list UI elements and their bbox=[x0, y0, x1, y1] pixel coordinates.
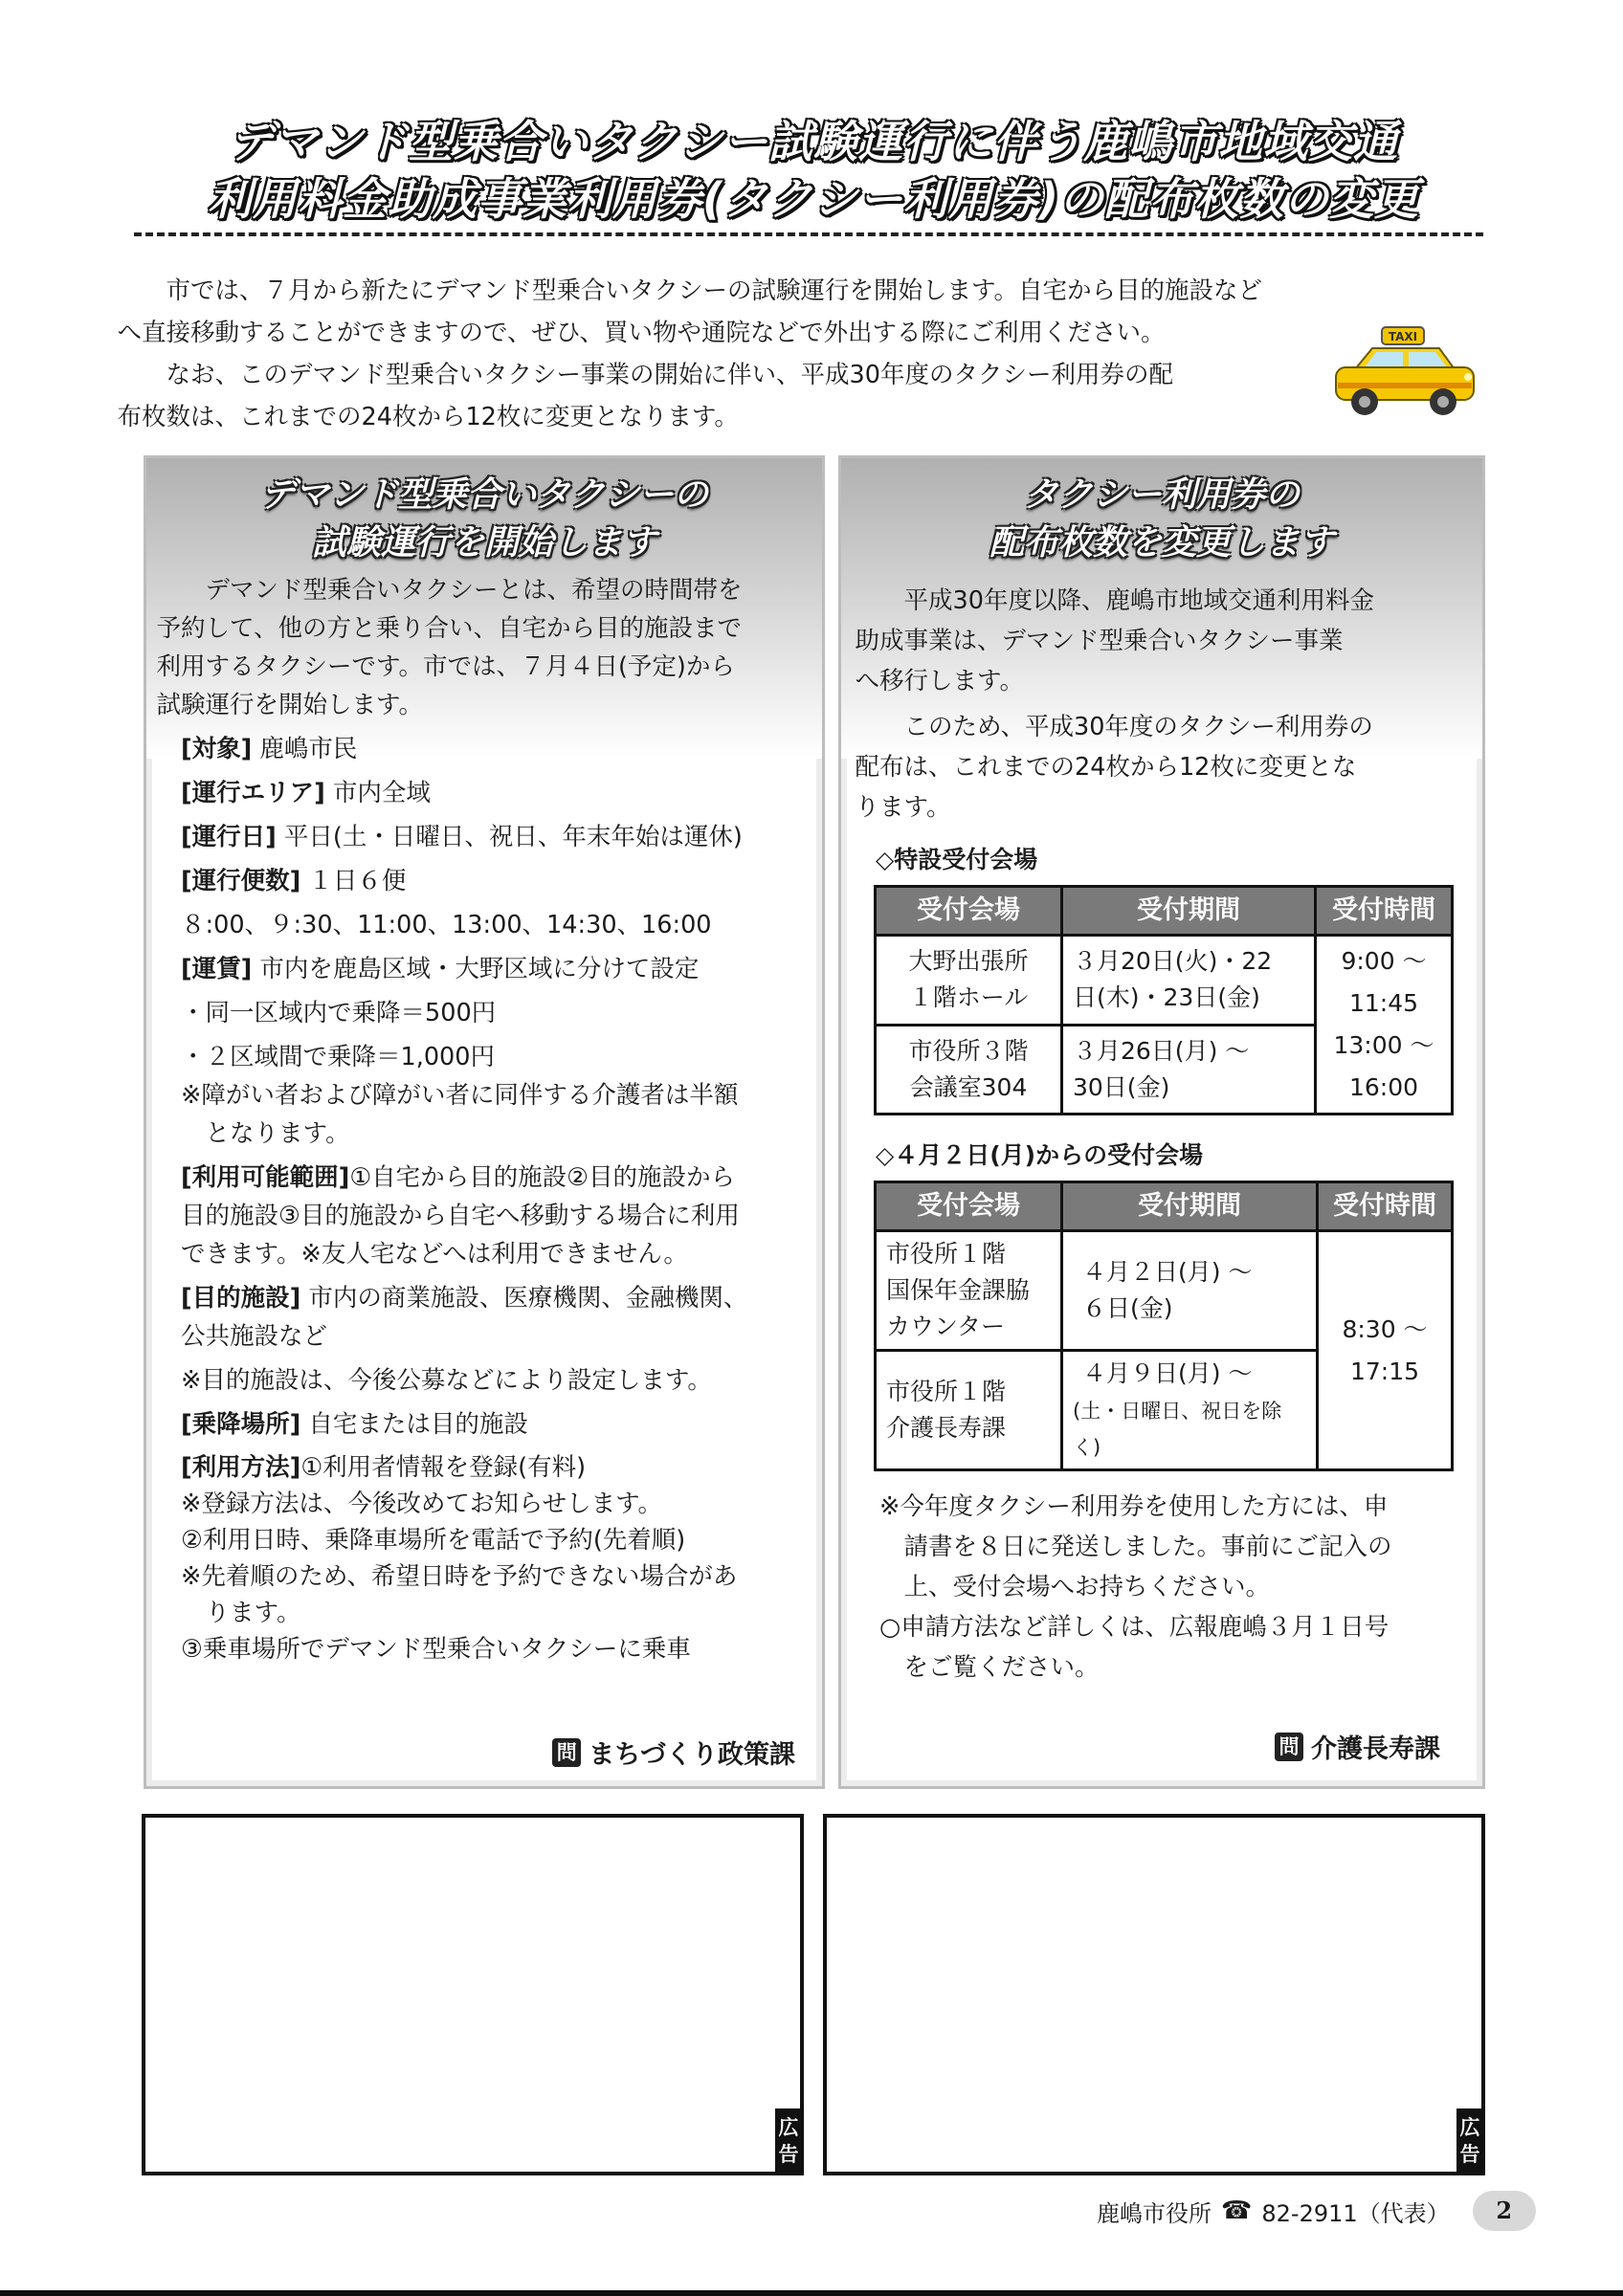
note-1-line-1: ※今年度タクシー利用券を使用した方には、申 bbox=[879, 1492, 1389, 1521]
note-1-line-3: 上、受付会場へお持ちください。 bbox=[903, 1573, 1271, 1601]
period-line-1: ３月20日(火)・22 bbox=[1073, 947, 1273, 976]
special-venue-heading: ◇特設受付会場 bbox=[876, 846, 1038, 873]
description-line-1: デマンド型乗合いタクシーとは、希望の時間帯を bbox=[205, 576, 743, 605]
trial-operation-title-line-2: 試験運行を開始します bbox=[311, 523, 656, 563]
contact-machizukuri bbox=[552, 1733, 795, 1771]
fare-label: [運賃] bbox=[181, 955, 253, 983]
range-label: [利用可能範囲] bbox=[181, 1163, 350, 1192]
ticket-notes bbox=[879, 1487, 1454, 1688]
application-details-note bbox=[879, 1607, 1454, 1688]
trips-item bbox=[181, 862, 797, 900]
fare-discount-note bbox=[181, 1076, 797, 1153]
intro-p2-line-1: なお、このデマンド型乗合いタクシー事業の開始に伴い、平成30年度のタクシー利用券の配 bbox=[166, 361, 1173, 389]
table-row bbox=[876, 936, 1453, 1026]
period-line-2: 日(木)・23日(金) bbox=[1073, 983, 1260, 1012]
intro-text bbox=[117, 270, 1434, 438]
period-line-1: ４月９日(月) 〜 bbox=[1082, 1359, 1253, 1387]
transition-paragraph bbox=[855, 581, 1454, 701]
days-item bbox=[181, 818, 797, 856]
description-line-3: 利用するタクシーです。市では、７月４日(予定)から bbox=[156, 652, 735, 681]
title-dashed-rule bbox=[134, 232, 1483, 236]
destination-line-1: 市内の商業施設、医療機関、金融機関、 bbox=[308, 1284, 748, 1313]
column-time: 受付時間 bbox=[1316, 887, 1453, 936]
note-1-line-2: 請書を８日に発送しました。事前にご記入の bbox=[903, 1533, 1392, 1561]
days-value: 平日(土・日曜日、祝日、年末年始は運休) bbox=[283, 823, 743, 851]
demand-taxi-description bbox=[156, 571, 797, 724]
area-value: 市内全域 bbox=[332, 779, 431, 807]
taxi-illustration-icon bbox=[1326, 321, 1479, 427]
description-line-2: 予約して、他の方と乗り合い、自宅から目的施設まで bbox=[156, 614, 742, 643]
note-2-line-2: をご覧ください。 bbox=[903, 1653, 1100, 1682]
advertisement-tag bbox=[775, 2108, 802, 2174]
usage-note-1: ※登録方法は、今後改めてお知らせします。 bbox=[181, 1490, 663, 1518]
time-cell bbox=[1318, 1231, 1453, 1470]
page-title-line-1: デマンド型乗合いタクシー試験運行に伴う鹿嶋市地域交通 bbox=[229, 116, 1398, 167]
fare-item bbox=[181, 950, 797, 988]
usage-step-2: ②利用日時、乗降車場所を電話で予約(先着順) bbox=[181, 1526, 686, 1555]
time-line-2: 11:45 bbox=[1348, 989, 1419, 1017]
time-line-2: 17:15 bbox=[1349, 1357, 1420, 1385]
advertisement-tag bbox=[1456, 2108, 1483, 2174]
ticket-change-body bbox=[855, 581, 1454, 1688]
period-cell bbox=[1062, 1025, 1316, 1115]
area-item bbox=[181, 774, 797, 812]
destination-line-2: 公共施設など bbox=[181, 1322, 328, 1351]
usage-step-1: ①利用者情報を登録(有料) bbox=[300, 1453, 587, 1482]
page-title bbox=[134, 113, 1493, 228]
column-period: 受付期間 bbox=[1062, 1182, 1318, 1231]
page-title-line-2: 利用料金助成事業利用券(タクシー利用券)の配布枚数の変更 bbox=[207, 173, 1420, 225]
ad-tag-char-1: 広 bbox=[778, 2116, 799, 2139]
ticket-change-title-line-2: 配布枚数を変更します bbox=[989, 523, 1334, 563]
usage-note-2-line-2: ります。 bbox=[205, 1599, 301, 1627]
intro-p1-line-2: へ直接移動することができますので、ぜひ、買い物や通院などで外出する際にご利用ください。 bbox=[117, 319, 1166, 347]
destination-label: [目的施設] bbox=[181, 1284, 301, 1313]
area-label: [運行エリア] bbox=[181, 779, 325, 807]
distribution-line-2: 配布は、これまでの24枚から12枚に変更とな bbox=[855, 753, 1357, 782]
venue-line-1: 市役所１階 bbox=[886, 1378, 1007, 1405]
period-cell bbox=[1062, 936, 1316, 1026]
special-venue-table bbox=[874, 885, 1454, 1115]
period-cell bbox=[1062, 1351, 1318, 1470]
intro-paragraph-1 bbox=[117, 270, 1300, 354]
page-footer bbox=[1097, 2191, 1536, 2231]
venue-line-2: 介護長寿課 bbox=[886, 1414, 1007, 1442]
boarding-value: 自宅または目的施設 bbox=[308, 1410, 528, 1439]
table-header-row bbox=[876, 1182, 1453, 1231]
advertisement-box-left bbox=[142, 1814, 804, 2175]
period-line-2: ６日(金) bbox=[1082, 1294, 1173, 1322]
fare-note-line-1: ※障がい者および障がい者に同伴する介護者は半額 bbox=[181, 1081, 739, 1110]
ticket-change-panel bbox=[838, 455, 1485, 1789]
distribution-line-1: このため、平成30年度のタクシー利用券の bbox=[903, 713, 1373, 741]
target-item bbox=[181, 730, 797, 768]
transition-line-2: 助成事業は、デマンド型乗合いタクシー事業 bbox=[855, 627, 1344, 655]
venue-line-1: 市役所１階 bbox=[886, 1240, 1007, 1268]
usage-item bbox=[181, 1449, 797, 1667]
footer-phone-number: 82-2911（代表） bbox=[1261, 2199, 1450, 2227]
trips-value: １日６便 bbox=[308, 867, 407, 895]
bottom-rule bbox=[0, 2290, 1623, 2296]
usage-note-2 bbox=[181, 1558, 797, 1631]
range-item bbox=[181, 1159, 797, 1273]
period-line-2: (土・日曜日、祝日を除く) bbox=[1073, 1400, 1282, 1459]
trial-operation-panel bbox=[144, 455, 825, 1789]
taxi-sign-text: TAXI bbox=[1388, 330, 1418, 343]
column-time: 受付時間 bbox=[1318, 1182, 1453, 1231]
time-line-1: 8:30 〜 bbox=[1342, 1314, 1428, 1343]
ad-tag-char-1: 広 bbox=[1459, 2116, 1480, 2139]
venue-cell bbox=[876, 1351, 1062, 1470]
fare-two-areas: ・２区域間で乗降＝1,000円 bbox=[181, 1043, 496, 1071]
description-line-4: 試験運行を開始します。 bbox=[156, 691, 423, 719]
contact-department: まちづくり政策課 bbox=[589, 1740, 795, 1770]
usage-step-3: ③乗車場所でデマンド型乗合いタクシーに乗車 bbox=[181, 1635, 691, 1664]
trips-label: [運行便数] bbox=[181, 867, 301, 895]
intro-p2-line-2: 布枚数は、これまでの24枚から12枚に変更となります。 bbox=[117, 403, 739, 431]
period-cell bbox=[1062, 1231, 1318, 1351]
trial-operation-body bbox=[156, 571, 797, 1667]
range-line-1: ①自宅から目的施設②目的施設から bbox=[349, 1163, 736, 1192]
fare-note-line-2: となります。 bbox=[205, 1119, 350, 1148]
distribution-line-3: ります。 bbox=[855, 793, 951, 822]
range-line-3: できます。※友人宅などへは利用できません。 bbox=[181, 1240, 688, 1269]
time-line-4: 16:00 bbox=[1348, 1073, 1419, 1101]
target-label: [対象] bbox=[181, 735, 253, 763]
trial-operation-title-line-1: デマンド型乗合いタクシーの bbox=[259, 475, 708, 515]
period-line-1: ４月２日(月) 〜 bbox=[1082, 1258, 1253, 1286]
boarding-item bbox=[181, 1405, 797, 1444]
transition-line-3: へ移行します。 bbox=[855, 667, 1024, 695]
column-period: 受付期間 bbox=[1062, 887, 1316, 936]
intro-p1-line-1: 市では、７月から新たにデマンド型乗合いタクシーの試験運行を開始します。自宅から目的施設など bbox=[166, 276, 1262, 305]
venue-line-1: 大野出張所 bbox=[908, 947, 1029, 976]
venue-line-2: 会議室304 bbox=[909, 1072, 1028, 1101]
destination-item bbox=[181, 1279, 797, 1356]
period-line-1: ３月26日(月) 〜 bbox=[1073, 1036, 1250, 1065]
period-line-2: 30日(金) bbox=[1073, 1072, 1170, 1101]
ad-tag-char-2: 告 bbox=[1459, 2143, 1480, 2166]
column-venue: 受付会場 bbox=[876, 1182, 1062, 1231]
contact-department: 介護長寿課 bbox=[1311, 1734, 1440, 1764]
venue-line-3: カウンター bbox=[886, 1313, 1006, 1340]
time-cell bbox=[1316, 936, 1453, 1115]
target-value: 鹿嶋市民 bbox=[259, 735, 358, 763]
boarding-label: [乗降場所] bbox=[181, 1410, 301, 1439]
advertisement-box-right bbox=[823, 1814, 1485, 2175]
ticket-change-title-line-1: タクシー利用券の bbox=[1023, 475, 1300, 515]
april-venue-heading: ◇４月２日(月)からの受付会場 bbox=[876, 1141, 1204, 1169]
venue-line-1: 市役所３階 bbox=[908, 1036, 1029, 1065]
fare-value: 市内を鹿島区域・大野区域に分けて設定 bbox=[259, 955, 700, 983]
page-number: 2 bbox=[1473, 2191, 1536, 2231]
venue-line-2: 国保年金課脇 bbox=[886, 1276, 1031, 1304]
intro-paragraph-2 bbox=[117, 354, 1300, 438]
note-2-line-1: ○申請方法など詳しくは、広報鹿嶋３月１日号 bbox=[879, 1613, 1390, 1642]
time-line-3: 13:00 〜 bbox=[1333, 1031, 1434, 1059]
table-row bbox=[876, 1231, 1453, 1351]
phone-icon: ☎ bbox=[1221, 2197, 1253, 2225]
footer-office-name: 鹿嶋市役所 bbox=[1097, 2199, 1212, 2227]
usage-label: [利用方法] bbox=[181, 1453, 301, 1482]
april-venue-table bbox=[874, 1181, 1454, 1471]
departure-times: ８:00、９:30、11:00、13:00、14:30、16:00 bbox=[181, 911, 712, 939]
transition-line-1: 平成30年度以降、鹿嶋市地域交通利用料金 bbox=[903, 586, 1374, 615]
venue-cell bbox=[876, 1231, 1062, 1351]
fare-same-area: ・同一区域内で乗降＝500円 bbox=[181, 999, 497, 1027]
time-line-1: 9:00 〜 bbox=[1341, 947, 1427, 975]
inquiry-icon: 問 bbox=[552, 1738, 581, 1767]
days-label: [運行日] bbox=[181, 823, 277, 851]
venue-cell bbox=[876, 1025, 1062, 1115]
distribution-paragraph bbox=[855, 707, 1454, 828]
column-venue: 受付会場 bbox=[876, 887, 1062, 936]
usage-note-2-line-1: ※先着順のため、希望日時を予約できない場合があ bbox=[181, 1562, 738, 1591]
range-line-2: 目的施設③目的施設から自宅へ移動する場合に利用 bbox=[181, 1202, 740, 1230]
application-mailed-note bbox=[879, 1487, 1454, 1607]
table-header-row bbox=[876, 887, 1453, 936]
ad-tag-char-2: 告 bbox=[778, 2143, 799, 2166]
venue-cell bbox=[876, 936, 1062, 1026]
destination-note: ※目的施設は、今後公募などにより設定します。 bbox=[181, 1366, 712, 1395]
contact-kaigo bbox=[1275, 1728, 1440, 1765]
inquiry-icon: 問 bbox=[1275, 1733, 1303, 1761]
venue-line-2: １階ホール bbox=[908, 983, 1029, 1012]
